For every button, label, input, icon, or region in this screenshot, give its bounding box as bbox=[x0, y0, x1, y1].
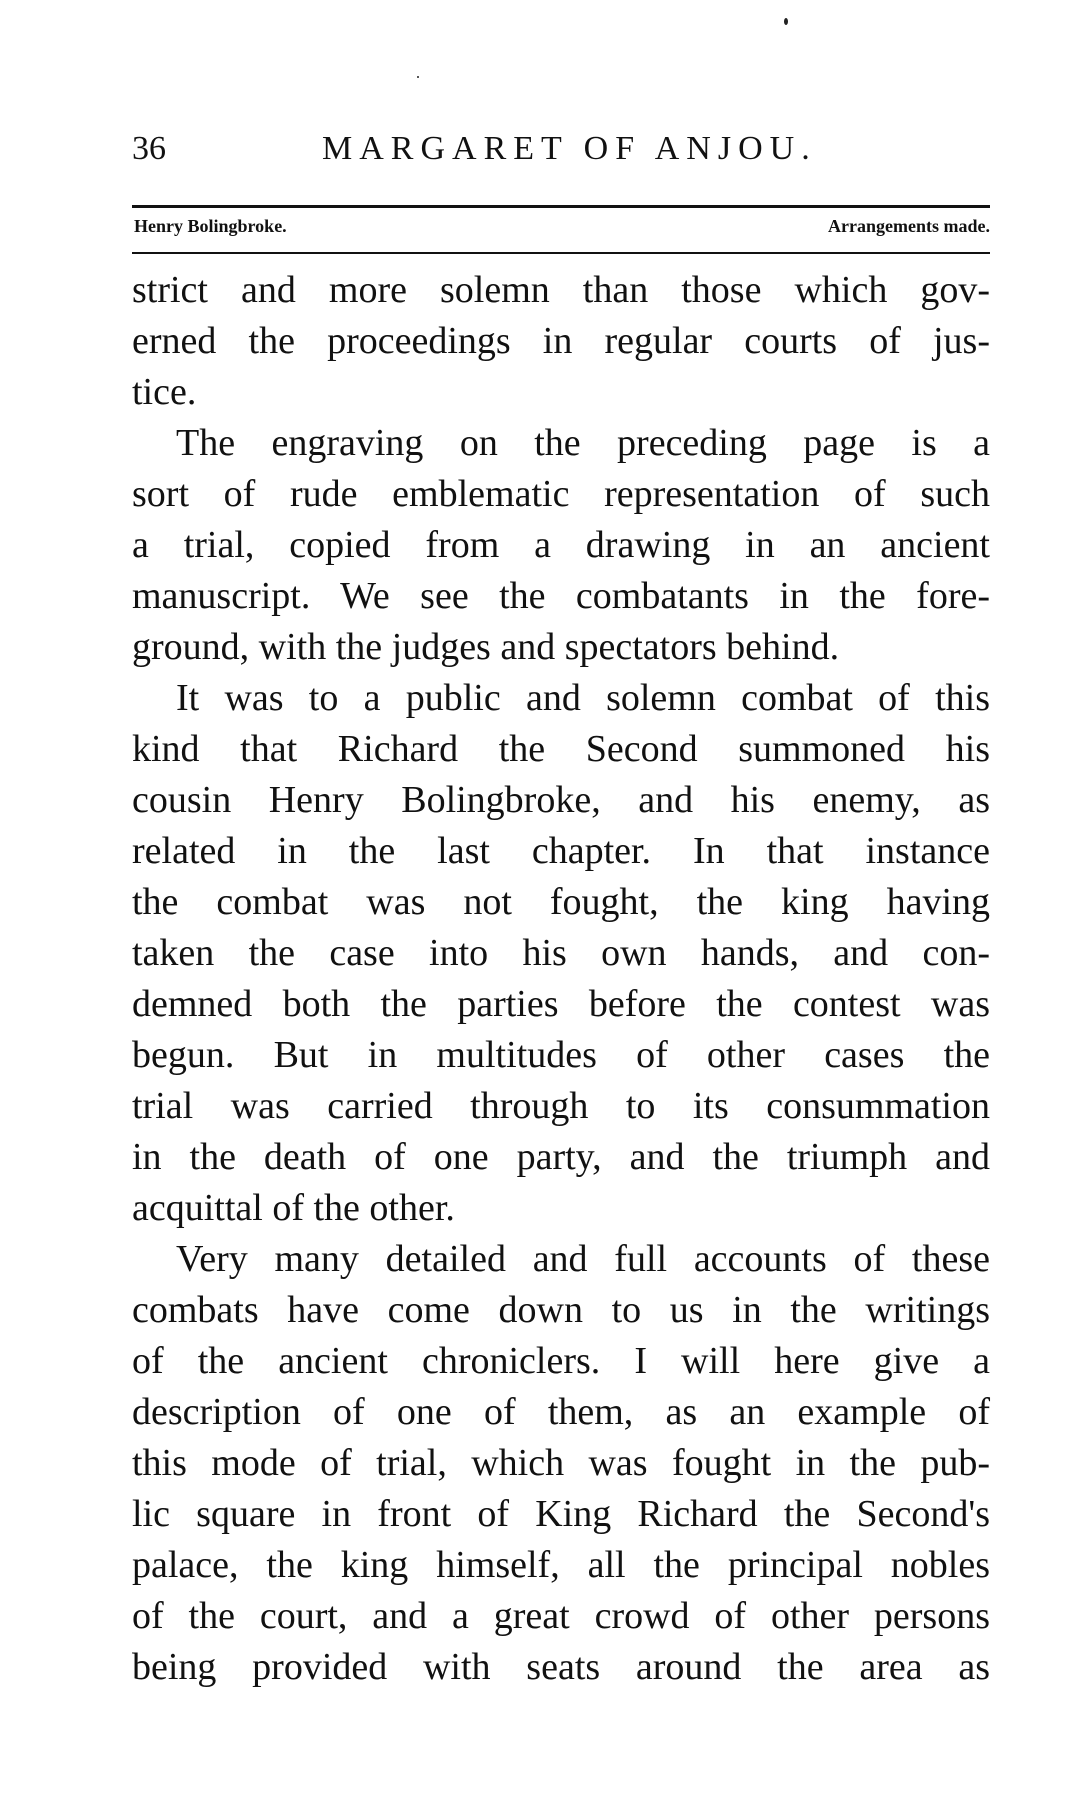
text-line: erned the proceedings in regular courts of jus- bbox=[132, 320, 990, 362]
text-line: of the ancient chroniclers. I will here give a bbox=[132, 1340, 990, 1382]
ink-speck bbox=[417, 76, 419, 78]
text-line: sort of rude emblematic representation of such bbox=[132, 473, 990, 515]
text-line: acquittal of the other. bbox=[132, 1187, 455, 1229]
text-line: strict and more solemn than those which gov- bbox=[132, 269, 990, 311]
text-line: begun. But in multitudes of other cases the bbox=[132, 1034, 990, 1076]
text-line: combats have come down to us in the writings bbox=[132, 1289, 990, 1331]
text-line: palace, the king himself, all the principal nobles bbox=[132, 1544, 990, 1586]
text-line: taken the case into his own hands, and con- bbox=[132, 932, 990, 974]
text-line: Very many detailed and full accounts of these bbox=[176, 1238, 990, 1280]
text-line: the combat was not fought, the king having bbox=[132, 881, 990, 923]
text-line: of the court, and a great crowd of other persons bbox=[132, 1595, 990, 1637]
text-line: demned both the parties before the contest was bbox=[132, 983, 990, 1025]
text-line: being provided with seats around the area as bbox=[132, 1646, 990, 1688]
text-line: description of one of them, as an example of bbox=[132, 1391, 990, 1433]
book-title: MARGARET OF ANJOU. bbox=[322, 130, 817, 167]
text-line: a trial, copied from a drawing in an ancient bbox=[132, 524, 990, 566]
body-text bbox=[132, 265, 990, 1693]
topic-right: Arrangements made. bbox=[828, 216, 990, 236]
text-line: The engraving on the preceding page is a bbox=[176, 422, 990, 464]
text-line: lic square in front of King Richard the Second's bbox=[132, 1493, 990, 1535]
text-line: ground, with the judges and spectators behind. bbox=[132, 626, 840, 668]
text-line: this mode of trial, which was fought in the pub- bbox=[132, 1442, 990, 1484]
text-line: It was to a public and solemn combat of this bbox=[176, 677, 990, 719]
text-line: related in the last chapter. In that instance bbox=[132, 830, 990, 872]
ink-speck bbox=[784, 18, 788, 25]
topic-left: Henry Bolingbroke. bbox=[134, 216, 287, 236]
header-rule-top bbox=[132, 205, 990, 208]
header-rule-bottom bbox=[132, 252, 990, 254]
text-line: in the death of one party, and the triumph and bbox=[132, 1136, 990, 1178]
text-line: kind that Richard the Second summoned his bbox=[132, 728, 990, 770]
text-line: cousin Henry Bolingbroke, and his enemy, as bbox=[132, 779, 990, 821]
text-line: manuscript. We see the combatants in the fore- bbox=[132, 575, 990, 617]
running-head bbox=[132, 130, 990, 180]
page-number: 36 bbox=[132, 130, 166, 167]
text-line: tice. bbox=[132, 371, 197, 413]
text-line: trial was carried through to its consummation bbox=[132, 1085, 990, 1127]
